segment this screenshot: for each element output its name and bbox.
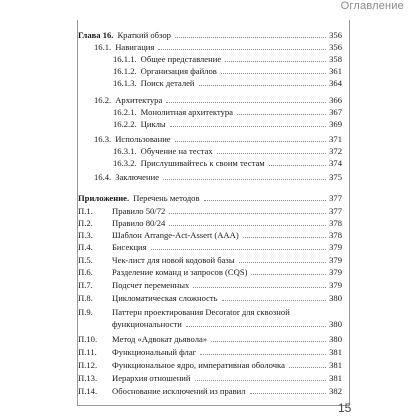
toc-entry[interactable]: [78, 359, 342, 371]
entry-number: П.3.: [78, 230, 93, 240]
entry-title: Обоснование исключений из правил: [112, 386, 246, 396]
toc-entry[interactable]: [94, 133, 342, 145]
toc-entry[interactable]: [113, 106, 342, 118]
dot-leader: [151, 249, 327, 250]
toc-entry[interactable]: [113, 77, 342, 89]
appendix-label: Приложение.: [78, 193, 130, 203]
entry-title: Метод «Адвокат дьявола»: [112, 334, 208, 344]
dot-leader: [204, 200, 327, 201]
toc-entry[interactable]: [94, 41, 342, 53]
entry-number: 16.1.: [94, 42, 112, 52]
entry-title: Разделение команд и запросов (CQS): [112, 267, 248, 277]
dot-leader: [237, 114, 326, 115]
entry-page: 381: [329, 373, 342, 383]
dot-leader: [289, 367, 326, 368]
entry-title: Общее представление: [140, 54, 222, 64]
entry-number: 16.4.: [94, 172, 112, 182]
toc-entry[interactable]: [78, 279, 342, 291]
toc-entry[interactable]: [78, 217, 342, 229]
dot-leader: [166, 102, 326, 103]
entry-page: 366: [329, 95, 342, 105]
entry-page: 379: [329, 267, 342, 277]
dot-leader: [175, 37, 326, 38]
entry-title: Правило 80/24: [112, 218, 166, 228]
dot-leader: [250, 393, 327, 394]
dot-leader: [169, 225, 326, 226]
dot-leader: [221, 73, 326, 74]
toc-entry[interactable]: [78, 333, 342, 345]
entry-number: 16.2.2.: [113, 119, 137, 129]
entry-page: 361: [329, 66, 342, 76]
entry-number: 16.2.1.: [113, 107, 137, 117]
entry-number: П.5.: [78, 255, 93, 265]
dot-leader: [269, 165, 326, 166]
dot-leader: [170, 126, 326, 127]
entry-title: Чек-лист для новой кодовой базы: [112, 255, 235, 265]
entry-page: 367: [329, 107, 342, 117]
dot-leader: [251, 274, 326, 275]
entry-number: П.11.: [78, 347, 97, 357]
dot-leader: [175, 141, 326, 142]
entry-title: Заключение: [115, 172, 160, 182]
entry-title: Правило 50/72: [112, 206, 166, 216]
dot-leader: [217, 153, 326, 154]
toc-entry[interactable]: [78, 254, 342, 266]
entry-number: 16.3.: [94, 134, 112, 144]
entry-page: 379: [329, 255, 342, 265]
toc-chapter-heading[interactable]: [78, 29, 342, 41]
appendix-page: 377: [329, 193, 342, 203]
entry-title: Организация файлов: [140, 66, 217, 76]
toc-entry[interactable]: [94, 171, 342, 183]
entry-number: П.14.: [78, 386, 98, 396]
entry-number: П.2.: [78, 218, 93, 228]
entry-page: 382: [329, 386, 342, 396]
entry-number: 16.3.2.: [113, 158, 137, 168]
entry-title: Функциональное ядро, императивная оболочка: [112, 360, 285, 370]
entry-page: 380: [329, 319, 342, 329]
dot-leader: [186, 326, 326, 327]
dot-leader: [158, 49, 326, 50]
appendix-title: Перечень методов: [133, 193, 200, 203]
dot-leader: [169, 213, 326, 214]
entry-title: Цикломатическая сложность: [112, 293, 218, 303]
chapter-title: Краткий обзор: [117, 30, 171, 40]
toc-entry[interactable]: [78, 205, 342, 217]
entry-title-line1: Паттерн проектирования Decorator для сквозной: [112, 307, 290, 317]
dot-leader: [163, 179, 326, 180]
dot-leader: [199, 85, 327, 86]
dot-leader: [239, 262, 327, 263]
entry-title: Поиск деталей: [140, 78, 195, 88]
entry-title: Бисекция: [112, 242, 147, 252]
entry-page: 379: [329, 280, 342, 290]
toc-entry[interactable]: [94, 94, 342, 106]
entry-number: 16.1.3.: [113, 78, 137, 88]
entry-page: 378: [329, 218, 342, 228]
entry-title: Архитектура: [115, 95, 163, 105]
entry-page: 371: [329, 134, 342, 144]
dot-leader: [225, 61, 326, 62]
entry-title: Циклы: [140, 119, 166, 129]
dot-leader: [200, 354, 326, 355]
entry-number: П.12.: [78, 360, 98, 370]
entry-page: 356: [329, 42, 342, 52]
entry-number: 16.3.1.: [113, 146, 137, 156]
entry-number: П.7.: [78, 280, 93, 290]
toc-entry[interactable]: [78, 241, 342, 253]
dot-leader: [211, 341, 326, 342]
toc-entry[interactable]: [78, 346, 342, 358]
entry-title: Шаблон Arrange-Act-Assert (AAA): [112, 230, 239, 240]
entry-number: П.10.: [78, 334, 98, 344]
entry-number: П.1.: [78, 206, 93, 216]
entry-number: П.8.: [78, 293, 93, 303]
toc-entry-wrapped[interactable]: [78, 306, 342, 330]
toc-entry[interactable]: [113, 53, 342, 65]
entry-page: 372: [329, 146, 342, 156]
toc-entry[interactable]: [113, 65, 342, 77]
entry-title: Использование: [115, 134, 171, 144]
toc-appendix-heading[interactable]: [78, 192, 342, 204]
entry-title-line2: функциональности: [112, 319, 182, 329]
dot-leader: [195, 380, 327, 381]
entry-line2: [78, 318, 342, 330]
dot-leader: [193, 287, 326, 288]
entry-title: Прислушивайтесь к своим тестам: [140, 158, 265, 168]
entry-number: П.6.: [78, 267, 93, 277]
entry-page: 379: [329, 242, 342, 252]
entry-number: 16.1.1.: [113, 54, 137, 64]
entry-page: 377: [329, 206, 342, 216]
entry-title: Функциональный флаг: [112, 347, 197, 357]
entry-title: Подсчет переменных: [112, 280, 190, 290]
dot-leader: [243, 237, 326, 238]
dot-leader: [222, 300, 327, 301]
toc-entry[interactable]: [78, 266, 342, 278]
running-head: Оглавление: [340, 0, 404, 12]
entry-page: 358: [329, 54, 342, 64]
entry-number: П.9.: [78, 307, 93, 317]
chapter-page: 356: [329, 30, 342, 40]
page-number: 15: [338, 401, 352, 415]
toc-entry[interactable]: [78, 229, 342, 241]
entry-page: 375: [329, 172, 342, 182]
toc-entry[interactable]: [78, 292, 342, 304]
entry-number: 16.2.: [94, 95, 112, 105]
entry-page: 380: [329, 293, 342, 303]
entry-number: 16.1.2.: [113, 66, 137, 76]
toc-entry[interactable]: [113, 157, 342, 169]
chapter-number: Глава 16.: [78, 30, 114, 40]
entry-title: Обучение на тестах: [140, 146, 213, 156]
entry-page: 381: [329, 360, 342, 370]
entry-title: Навигация: [115, 42, 155, 52]
entry-number: П.13.: [78, 373, 98, 383]
entry-page: 369: [329, 119, 342, 129]
entry-title: Иерархия отношений: [112, 373, 191, 383]
toc-entry[interactable]: [113, 118, 342, 130]
toc-entry[interactable]: [78, 372, 342, 384]
toc-entry[interactable]: [113, 145, 342, 157]
toc-entry[interactable]: [78, 385, 342, 397]
entry-page: 374: [329, 158, 342, 168]
entry-title: Монолитная архитектура: [140, 107, 233, 117]
entry-number: П.4.: [78, 242, 93, 252]
entry-page: 378: [329, 230, 342, 240]
entry-page: 380: [329, 334, 342, 344]
entry-page: 364: [329, 78, 342, 88]
entry-page: 381: [329, 347, 342, 357]
entry-line1: [78, 306, 342, 318]
